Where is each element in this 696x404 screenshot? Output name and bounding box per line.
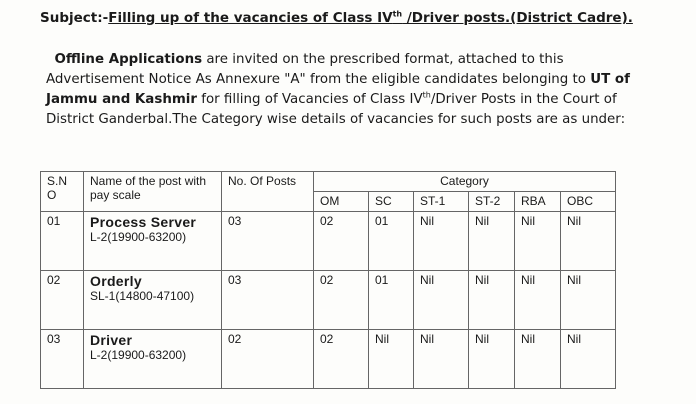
table-row — [41, 212, 616, 271]
post-name: Process Server — [90, 214, 197, 230]
pay-scale: SL-1(14800-47100) — [90, 289, 195, 303]
para-text-2: for filling of Vacancies of Class IV — [197, 92, 423, 107]
header-st1: ST-1 — [414, 192, 469, 212]
cell-posts: 03 — [222, 271, 314, 330]
vacancy-table — [40, 171, 616, 389]
subject-prefix: Subject:- — [40, 10, 109, 26]
header-sc: SC — [369, 192, 414, 212]
table-row — [41, 330, 616, 389]
cell-st1: Nil — [414, 271, 469, 330]
post-name: Driver — [90, 332, 133, 348]
cell-rba: Nil — [515, 212, 561, 271]
header-category: Category — [314, 172, 616, 192]
header-sno: S.N O — [41, 172, 84, 212]
table-row — [41, 271, 616, 330]
para-sup: th — [422, 90, 431, 100]
cell-sno: 03 — [41, 330, 84, 389]
cell-sc: 01 — [369, 212, 414, 271]
cell-post — [84, 212, 222, 271]
para-text-1: are invited on the prescribed format, attached to this Advertisement Notice As Annexure "A" from the eligible candidates belonging to — [46, 52, 591, 87]
cell-st1: Nil — [414, 212, 469, 271]
cell-st1: Nil — [414, 330, 469, 389]
pay-scale: L-2(19900-63200) — [90, 348, 187, 362]
cell-rba: Nil — [515, 330, 561, 389]
header-obc: OBC — [561, 192, 616, 212]
notice-paragraph — [46, 50, 636, 130]
cell-st2: Nil — [469, 212, 515, 271]
header-rba: RBA — [515, 192, 561, 212]
cell-sc: Nil — [369, 330, 414, 389]
subject-text — [108, 10, 633, 26]
header-om: OM — [314, 192, 369, 212]
cell-sno: 01 — [41, 212, 84, 271]
cell-post — [84, 271, 222, 330]
bold-ut: UT of Jammu and Kashmir — [46, 72, 630, 107]
cell-rba: Nil — [515, 271, 561, 330]
pay-scale: L-2(19900-63200) — [90, 230, 187, 244]
cell-obc: Nil — [561, 271, 616, 330]
cell-obc: Nil — [561, 330, 616, 389]
cell-obc: Nil — [561, 212, 616, 271]
cell-st2: Nil — [469, 330, 515, 389]
cell-sc: 01 — [369, 271, 414, 330]
subject-text-end: /Driver posts.(District Cadre). — [402, 10, 633, 26]
cell-posts: 03 — [222, 212, 314, 271]
cell-posts: 02 — [222, 330, 314, 389]
cell-om: 02 — [314, 212, 369, 271]
para-text-3: /Driver Posts in the Court of District Ganderbal.The Category wise details of vacancies for such posts are as under: — [46, 92, 626, 127]
cell-om: 02 — [314, 330, 369, 389]
subject-text-main: Filling up of the vacancies of Class IV — [108, 10, 393, 26]
bold-offline: Offline Applications — [54, 52, 203, 67]
header-st2: ST-2 — [469, 192, 515, 212]
header-posts: No. Of Posts — [222, 172, 314, 212]
cell-st2: Nil — [469, 271, 515, 330]
header-name: Name of the post with pay scale — [84, 172, 222, 212]
cell-om: 02 — [314, 271, 369, 330]
post-name: Orderly — [90, 273, 142, 289]
cell-sno: 02 — [41, 271, 84, 330]
subject-line — [40, 10, 633, 26]
subject-sup: th — [392, 9, 403, 19]
cell-post — [84, 330, 222, 389]
